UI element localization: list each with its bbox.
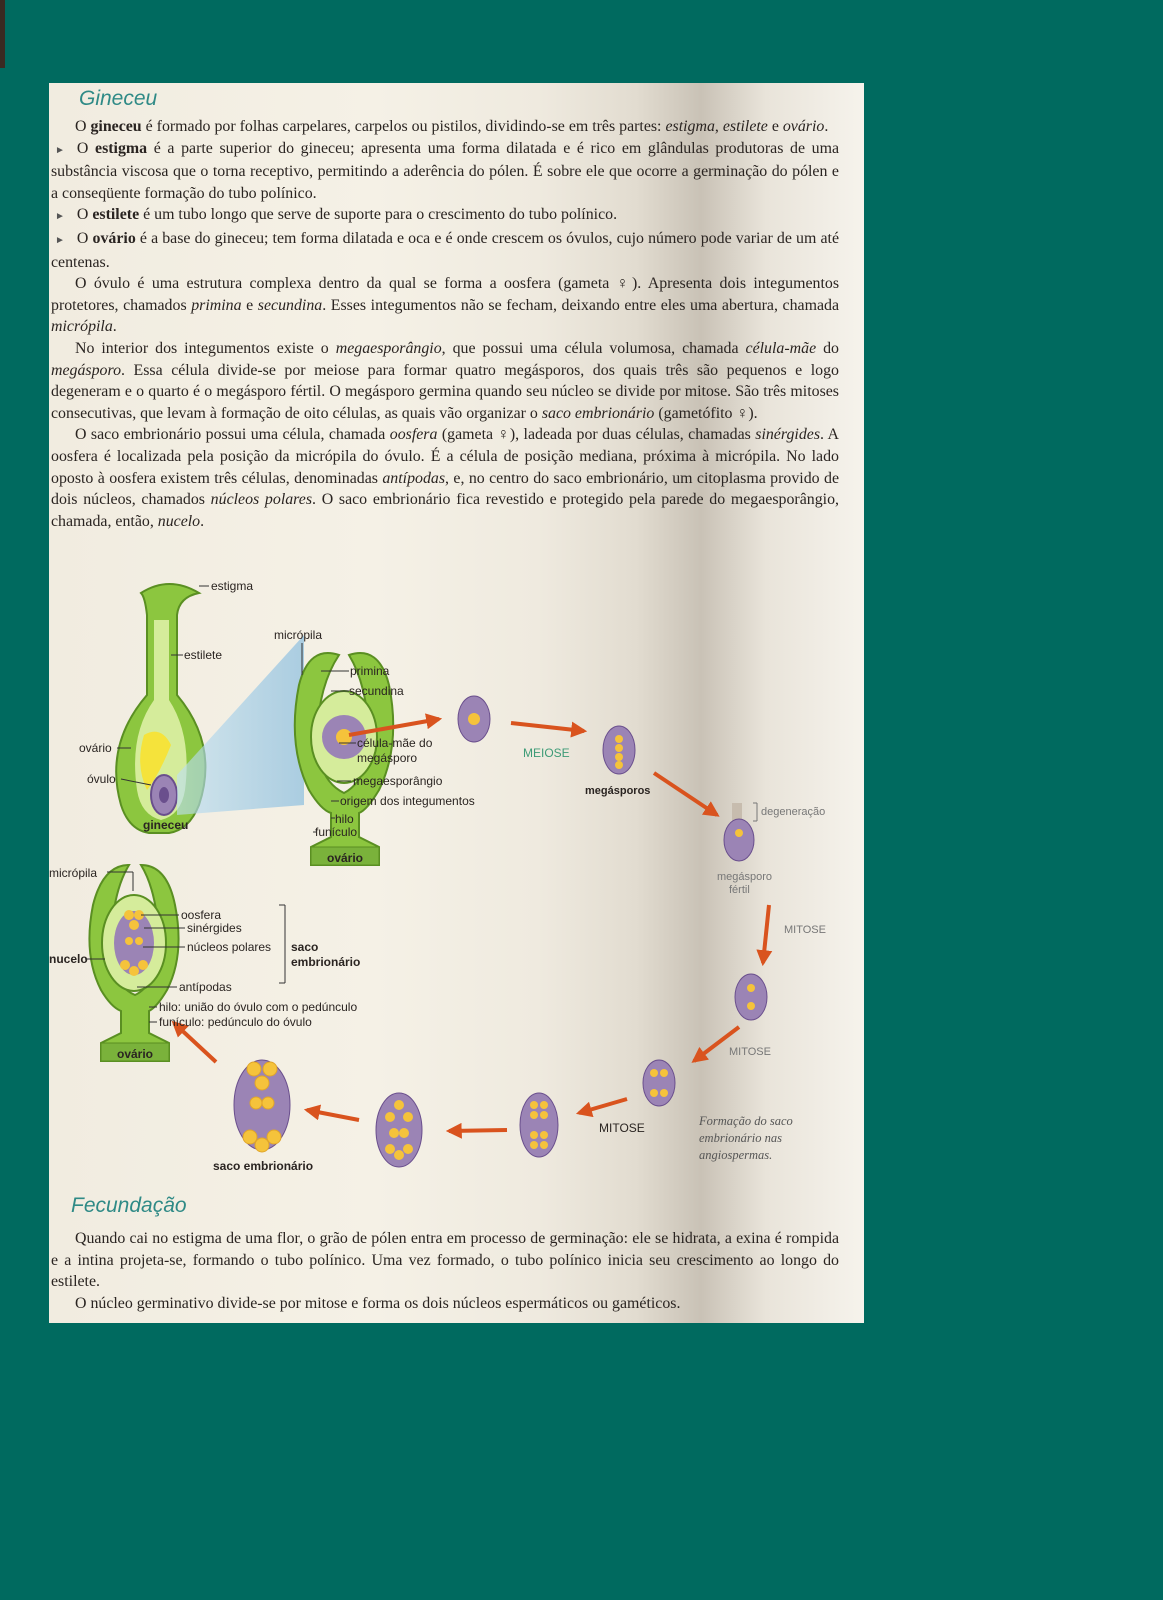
megasporo-nucleus bbox=[615, 761, 623, 769]
megasporo-nucleus bbox=[615, 753, 623, 761]
nucleus bbox=[385, 1112, 395, 1122]
nucleus bbox=[399, 1128, 409, 1138]
cell-8-nuclei bbox=[520, 1093, 558, 1157]
nucleus bbox=[540, 1131, 548, 1139]
nucleus bbox=[138, 960, 148, 970]
label-estilete: estilete bbox=[184, 648, 223, 662]
label-hilo-desc: hilo: união do óvulo com o pedúnculo bbox=[159, 1000, 358, 1014]
nucleus bbox=[129, 966, 139, 976]
label-meiose: MEIOSE bbox=[523, 746, 570, 760]
caption-line-1: Formação do saco bbox=[699, 1114, 793, 1128]
nucleus bbox=[540, 1101, 548, 1109]
bullet-estilete: ► O estilete é um tubo longo que serve de suporte para o crescimento do tubo polínico. bbox=[51, 204, 839, 228]
nucleus bbox=[540, 1141, 548, 1149]
label-micropila-2: micrópila bbox=[49, 866, 98, 880]
label-mitose-3: MITOSE bbox=[599, 1121, 645, 1135]
label-ovulo: óvulo bbox=[87, 772, 116, 786]
label-saco-2: embrionário bbox=[291, 955, 361, 969]
label-mitose-1: MITOSE bbox=[784, 924, 826, 936]
paragraph-saco-embrionario: O saco embrionário possui uma célula, chamada oosfera (gameta ♀), ladeada por duas células, chamadas sinérgides. A oosfera é localizada pela posição da micrópila do óvulo. É a célula de posição mediana, próxima à micrópila. No lado oposto à oosfera existem três células, denominadas antípodas, e, no centro do saco embrionário, um citoplasma provido de dois núcleos, chamados núcleos polares. O saco embrionário fica revestido e protegido pela parede do megaesporângio, chamada, então, nucelo. bbox=[51, 426, 840, 530]
label-ovario-tag-2: ovário bbox=[116, 1047, 154, 1061]
label-hilo: hilo bbox=[335, 812, 354, 826]
nucleus bbox=[389, 1128, 399, 1138]
cell-mitose-1 bbox=[735, 974, 767, 1020]
nucleus bbox=[263, 1062, 277, 1076]
label-origem: origem dos integumentos bbox=[340, 794, 475, 808]
nucleus bbox=[530, 1131, 538, 1139]
fecundacao-text bbox=[51, 1228, 839, 1314]
paragraph-gineceu-intro: O gineceu é formado por folhas carpelares, carpelos ou pistilos, dividindo-se em três partes: estigma, estilete e ovário. bbox=[75, 118, 829, 135]
paragraph-fecundacao-1: Quando cai no estigma de uma flor, o grão de pólen entra em processo de germinação: ele se hidrata, a exina é rompida e a intina projeta-se, formando o tubo polínico. Uma vez formado, o tubo polínico inicia seu crescimento ao longo do estilete. bbox=[51, 1230, 839, 1291]
megasporo-nucleus bbox=[615, 735, 623, 743]
label-funiculo-desc: funículo: pedúnculo do óvulo bbox=[159, 1015, 312, 1029]
cell-megasporo-fertil bbox=[724, 819, 754, 861]
label-saco-embrionario: saco embrionário bbox=[213, 1159, 314, 1173]
arrow-mitose-1 bbox=[763, 905, 769, 963]
cell-mitose-2 bbox=[643, 1060, 675, 1106]
nucleus bbox=[530, 1111, 538, 1119]
caption-line-3: angiospermas. bbox=[699, 1148, 773, 1162]
gineceu-text bbox=[51, 116, 839, 532]
label-secundina: secundina bbox=[349, 684, 404, 698]
nucleus bbox=[530, 1101, 538, 1109]
nucleus bbox=[650, 1069, 658, 1077]
label-nucleos-polares: núcleos polares bbox=[187, 940, 272, 954]
label-primina: primina bbox=[350, 664, 390, 678]
nucleus bbox=[243, 1130, 257, 1144]
nucleus bbox=[394, 1150, 404, 1160]
nucleus bbox=[125, 937, 133, 945]
nucleus bbox=[267, 1130, 281, 1144]
corner-mark bbox=[0, 0, 5, 68]
label-gineceu: gineceu bbox=[143, 818, 189, 832]
nucleus bbox=[650, 1089, 658, 1097]
label-oosfera: oosfera bbox=[181, 908, 222, 922]
bullet-ovario: ► O ovário é a base do gineceu; tem forma dilatada e oca e é onde crescem os óvulos, cujo número pode variar de um até centenas. bbox=[51, 228, 839, 273]
nucleus bbox=[747, 1002, 755, 1010]
paragraph-ovulo: O óvulo é uma estrutura complexa dentro da qual se forma a oosfera (gameta ♀). Apresenta dois integumentos protetores, chamados primina e secundina. Esses integumentos não se fecham, deixando entre eles uma abertura, chamada micrópila. bbox=[51, 275, 840, 336]
label-megaesporangio: megaesporângio bbox=[353, 774, 443, 788]
nucleus bbox=[135, 937, 143, 945]
label-antipodas: antípodas bbox=[179, 980, 232, 994]
label-celula-mae-1: célula-mãe do bbox=[357, 736, 433, 750]
bullet-estigma: ► O estigma é a parte superior do gineceu; apresenta uma forma dilatada e é rico em glândulas produtoras de uma substância viscosa que o torna receptivo, permitindo a aderência do pólen. É sobre ele que ocorre a germinação do pólen e a conseqüente formação do tubo polínico. bbox=[51, 138, 839, 205]
cell-mother-nucleus bbox=[468, 713, 480, 725]
nucleus bbox=[129, 920, 139, 930]
nucleus bbox=[747, 984, 755, 992]
label-sinergides: sinérgides bbox=[187, 921, 242, 935]
nucleus bbox=[394, 1100, 404, 1110]
nucleus bbox=[124, 910, 134, 920]
arrow-4 bbox=[307, 1110, 359, 1120]
nucleus bbox=[250, 1097, 262, 1109]
megasporo-fertil-nucleus bbox=[735, 829, 743, 837]
label-ovario: ovário bbox=[79, 741, 112, 755]
label-degeneracao: degeneração bbox=[761, 806, 826, 818]
figure-saco-embrionario bbox=[49, 575, 864, 1215]
nucleus bbox=[530, 1141, 538, 1149]
caption-line-2: embrionário nas bbox=[699, 1131, 782, 1145]
ovario-saco-drawing bbox=[89, 865, 178, 1061]
label-micropila: micrópila bbox=[274, 628, 323, 642]
degenerated-cells bbox=[732, 803, 742, 821]
label-megasporos: megásporos bbox=[585, 785, 651, 797]
paragraph-fecundacao-2: O núcleo germinativo divide-se por mitose e forma os dois núcleos espermáticos ou gaméticos. bbox=[75, 1294, 681, 1312]
label-saco-1: saco bbox=[291, 940, 319, 954]
heading-fecundacao: Fecundação bbox=[71, 1194, 187, 1217]
textbook-page bbox=[49, 83, 864, 1323]
label-estigma: estigma bbox=[211, 579, 254, 593]
arrow-mitose-3 bbox=[579, 1099, 627, 1113]
nucleus bbox=[120, 960, 130, 970]
label-celula-mae-2: megásporo bbox=[357, 751, 418, 765]
arrow-meiose bbox=[511, 723, 584, 731]
arrow-2 bbox=[654, 773, 717, 815]
nucleus bbox=[540, 1111, 548, 1119]
label-megasporo-fertil-1: megásporo bbox=[717, 871, 773, 883]
nucleus bbox=[247, 1062, 261, 1076]
heading-gineceu: Gineceu bbox=[79, 87, 158, 110]
nucleus bbox=[385, 1144, 395, 1154]
nucleus bbox=[262, 1097, 274, 1109]
nucleus bbox=[255, 1076, 269, 1090]
label-funiculo: funículo bbox=[315, 825, 358, 839]
nucleus bbox=[660, 1069, 668, 1077]
label-megasporo-fertil-2: fértil bbox=[729, 884, 750, 896]
label-ovario-tag: ovário bbox=[326, 851, 364, 865]
label-nucelo: nucelo bbox=[49, 952, 88, 966]
nucleus bbox=[255, 1138, 269, 1152]
nucleus bbox=[403, 1144, 413, 1154]
arrow-3 bbox=[449, 1130, 507, 1131]
nucleus bbox=[403, 1112, 413, 1122]
megasporo-nucleus bbox=[615, 744, 623, 752]
paragraph-megaesporangio: No interior dos integumentos existe o megaesporângio, que possui uma célula volumosa, chamada célula-mãe do megásporo. Essa célula divide-se por meiose para formar quatro megásporos, dos quais três são pequenos e logo degeneram e o quarto é o megásporo fértil. O megásporo germina quando seu núcleo se divide por mitose. São três mitoses consecutivas, que levam à formação de oito células, as quais vão organizar o saco embrionário (gametófito ♀). bbox=[51, 339, 839, 422]
label-mitose-2: MITOSE bbox=[729, 1046, 771, 1058]
nucleus bbox=[660, 1089, 668, 1097]
